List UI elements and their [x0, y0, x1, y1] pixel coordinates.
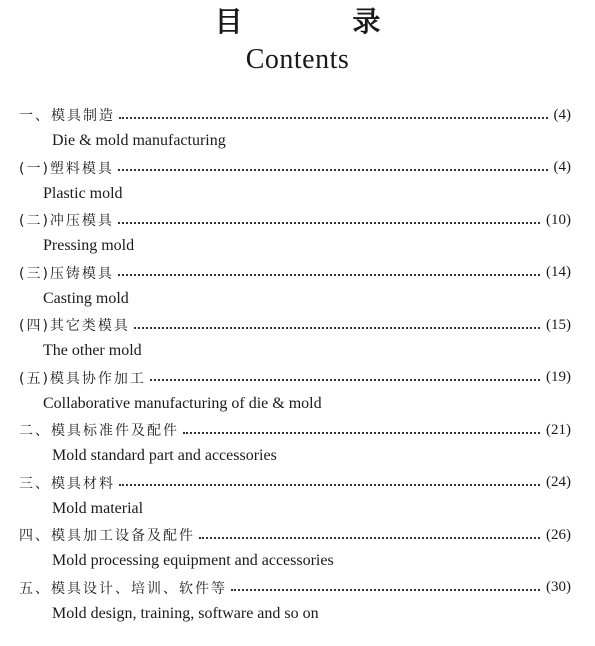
toc-page-number: (30) [546, 579, 571, 595]
toc-leader-dots [118, 273, 540, 276]
toc-page-number: (19) [546, 369, 571, 385]
toc-chinese-heading: 二、模具标准件及配件 [19, 423, 179, 439]
toc-page-number: (24) [546, 474, 571, 490]
toc-leader-dots [118, 168, 548, 171]
toc-chinese-heading: (三)压铸模具 [19, 265, 114, 282]
page-title-chinese: 目 录 [214, 5, 431, 38]
toc-chinese-line [19, 155, 571, 181]
toc-chinese-heading: (五)模具协作加工 [19, 370, 146, 387]
toc-chinese-heading: (四)其它类模具 [19, 318, 130, 334]
toc-chinese-heading: (一)塑料模具 [19, 160, 114, 177]
toc-chinese-line [19, 522, 571, 548]
toc-entry [19, 417, 571, 470]
toc-entry [19, 207, 571, 260]
table-of-contents [19, 102, 571, 627]
toc-english-heading: Pressing mold [43, 237, 135, 254]
toc-chinese-heading: 四、模具加工设备及配件 [19, 528, 195, 544]
toc-page-number: (21) [546, 421, 571, 438]
toc-chinese-heading: (二)冲压模具 [19, 213, 114, 229]
toc-chinese-line [19, 102, 571, 128]
toc-chinese-line [19, 365, 571, 391]
toc-chinese-line [19, 312, 571, 338]
toc-leader-dots [134, 326, 540, 329]
toc-english-heading: The other mold [43, 342, 142, 359]
toc-entry [19, 260, 571, 313]
toc-chinese-line [19, 260, 571, 286]
toc-entry [19, 522, 571, 575]
toc-entry [19, 365, 571, 418]
toc-entry [19, 312, 571, 365]
toc-chinese-line [19, 417, 571, 443]
toc-entry [19, 575, 571, 628]
toc-english-heading: Mold standard part and accessories [52, 447, 277, 464]
toc-leader-dots [231, 588, 540, 591]
toc-english-heading: Collaborative manufacturing of die & mold [43, 394, 322, 412]
toc-entry [19, 155, 571, 208]
toc-leader-dots [119, 483, 540, 486]
toc-english-heading: Mold design, training, software and so on [52, 604, 319, 622]
toc-chinese-heading: 五、模具设计、培训、软件等 [19, 580, 227, 597]
toc-chinese-line [19, 575, 571, 601]
toc-chinese-heading: 一、模具制造 [19, 108, 115, 124]
toc-entry [19, 470, 571, 523]
toc-page-number: (4) [553, 106, 571, 123]
toc-english-heading: Casting mold [43, 289, 129, 307]
toc-leader-dots [183, 431, 540, 434]
toc-leader-dots [119, 116, 548, 119]
toc-leader-dots [118, 221, 540, 224]
toc-page-number: (15) [546, 316, 571, 333]
toc-page-number: (26) [546, 526, 571, 543]
toc-page-number: (14) [546, 264, 571, 280]
toc-english-heading: Mold material [52, 499, 144, 517]
toc-chinese-line [19, 470, 571, 496]
toc-english-heading: Die & mold manufacturing [52, 132, 226, 149]
toc-entry [19, 102, 571, 155]
page-title-english: Contents [245, 44, 350, 75]
toc-page-number: (10) [546, 211, 571, 228]
toc-english-heading: Plastic mold [43, 184, 123, 202]
toc-leader-dots [150, 378, 540, 381]
toc-leader-dots [199, 536, 540, 539]
toc-chinese-heading: 三、模具材料 [19, 475, 115, 492]
toc-english-heading: Mold processing equipment and accessories [52, 552, 334, 569]
toc-chinese-line [19, 207, 571, 233]
toc-page-number: (4) [553, 159, 571, 175]
